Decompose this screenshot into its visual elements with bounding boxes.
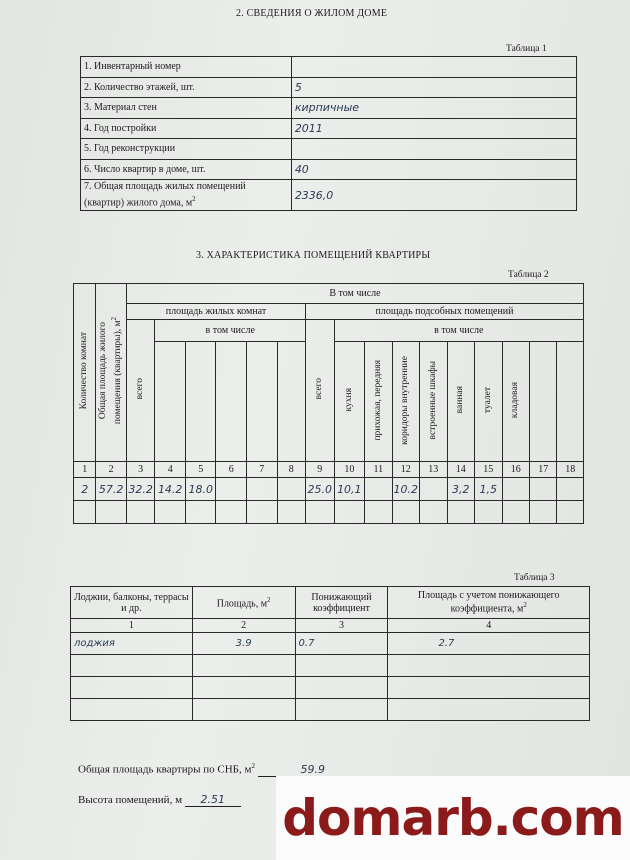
table-row: 2. Количество этажей, шт. 5: [81, 77, 577, 98]
table-row: 7. Общая площадь жилых помещений (квартир) жилого дома, $м^2$ 2336,0: [81, 180, 577, 211]
table-row: 3. Материал стен кирпичные: [81, 98, 577, 119]
table2-caption: Таблица 2: [508, 270, 549, 280]
table3-caption: Таблица 3: [514, 573, 555, 583]
table-row: 1. Инвентарный номер: [81, 57, 577, 78]
table-row: [74, 501, 584, 524]
aux-area-header: площадь подсобных помещений: [306, 304, 584, 320]
table-row: [71, 699, 590, 721]
table-row: 6. Число квартир в доме, шт. 40: [81, 159, 577, 180]
watermark-logo: domarb.com: [276, 776, 630, 860]
table-row: 2 57.2 32.2 14.2 18.0 25.0 10,1 10.2 3,2 1,5: [74, 478, 584, 501]
column-numbers-row: 1 2 3 4: [71, 619, 590, 633]
table1-caption: Таблица 1: [506, 44, 547, 54]
house-info-table: [80, 56, 577, 211]
table-row: [71, 655, 590, 677]
ceiling-height-line: Высота помещений, м 2.51: [78, 793, 241, 807]
total-area-line: Общая площадь квартиры по СНБ, $м^2$ 59.9: [78, 762, 368, 777]
table-row: 5. Год реконструкции: [81, 139, 577, 160]
apartment-rooms-table: Количество комнат Общая площадь жилого помещения (квартиры), $м^2$ В том числе площадь жилых комнат площадь подсобных помещений всего в том числе всего в том числе кухня прихожая, передняя коридоры внутренние встроенные шкафы ванная туалет кладовая 1 2 3 4 5 6 7 8 9 10 11 12 13 14 15 16 17 18 2 57.2 32.2 14.2 18.0 25.0 10,1 10.2 3,2 1,5: [73, 283, 584, 524]
including-header: В том числе: [126, 284, 583, 304]
table-row: лоджия 3.9 0.7 2.7: [71, 633, 590, 655]
balconies-table: Лоджии, балконы, террасы и др. Площадь, $м^2$ Понижающий коэффициент Площадь с учетом понижающего коэффициента, $м^2$ 1 2 3 4 лоджия 3.9 0.7 2.7: [70, 586, 590, 721]
table-row: [71, 677, 590, 699]
living-area-header: площадь жилых комнат: [126, 304, 305, 320]
table-row: 4. Год постройки 2011: [81, 118, 577, 139]
section3-title: 3. ХАРАКТЕРИСТИКА ПОМЕЩЕНИЙ КВАРТИРЫ: [196, 250, 431, 261]
section2-title: 2. СВЕДЕНИЯ О ЖИЛОМ ДОМЕ: [236, 8, 388, 19]
column-numbers-row: 1 2 3 4 5 6 7 8 9 10 11 12 13 14 15 16 17 18: [74, 462, 584, 478]
